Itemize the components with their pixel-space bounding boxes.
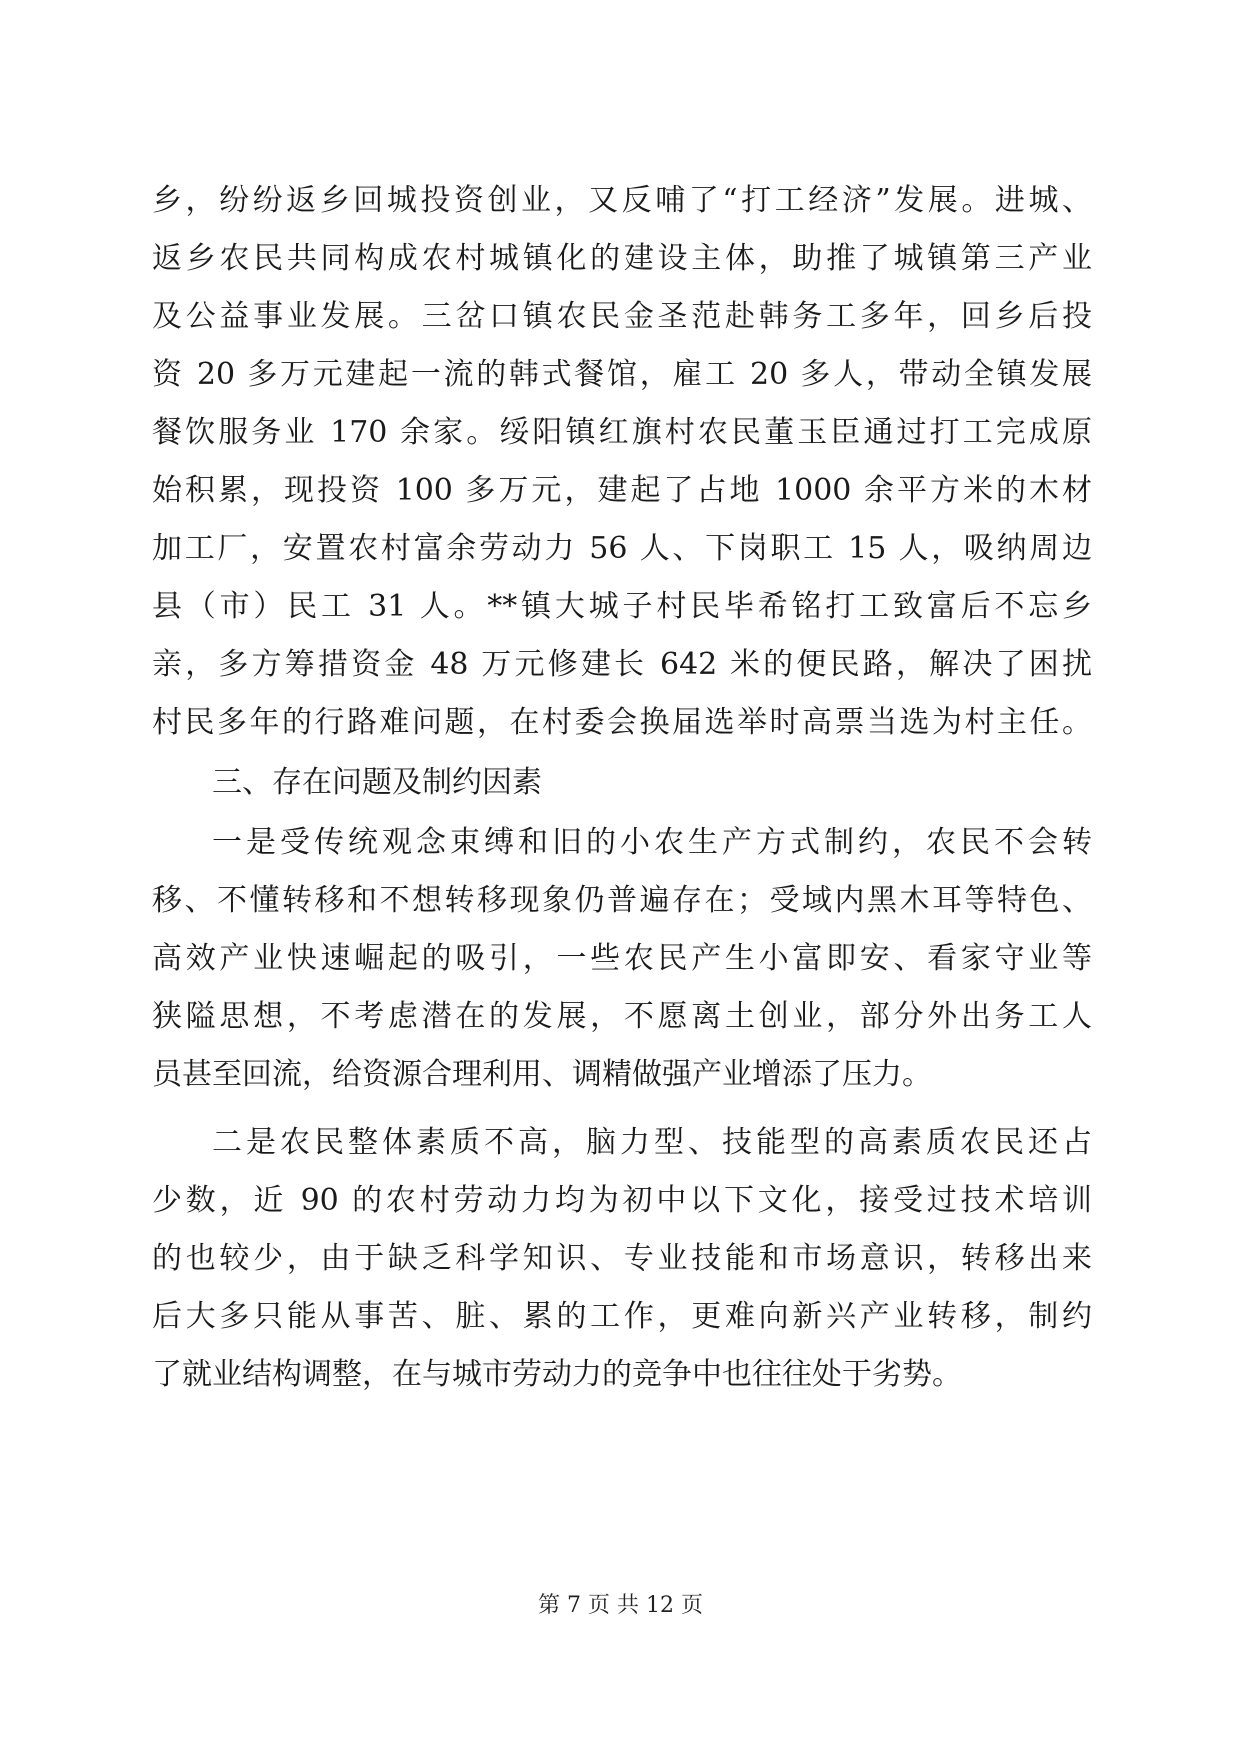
paragraph-line: 乡，纷纷返乡回城投资创业，又反哺了“打工经济”发展。进城、 (152, 183, 1092, 218)
paragraph-line: 后大多只能从事苦、脏、累的工作，更难向新兴产业转移，制约 (152, 1299, 1092, 1334)
paragraph-line: 加工厂，安置农村富余劳动力 56 人、下岗职工 15 人，吸纳周边 (152, 531, 1092, 566)
page-number-footer: 第 7 页 共 12 页 (538, 1593, 703, 1618)
paragraph-line: 及公益事业发展。三岔口镇农民金圣范赴韩务工多年，回乡后投 (152, 299, 1092, 334)
paragraph-line: 亲，多方筹措资金 48 万元修建长 642 米的便民路，解决了困扰 (152, 647, 1092, 682)
paragraph-line: 少数，近 90 的农村劳动力均为初中以下文化，接受过技术培训 (152, 1183, 1092, 1218)
section-heading: 三、存在问题及制约因素 (212, 765, 542, 800)
paragraph-line: 始积累，现投资 100 多万元，建起了占地 1000 余平方米的木材 (152, 473, 1092, 508)
paragraph-line: 返乡农民共同构成农村城镇化的建设主体，助推了城镇第三产业 (152, 241, 1092, 276)
paragraph-line: 村民多年的行路难问题，在村委会换届选举时高票当选为村主任。 (152, 705, 1092, 740)
paragraph-line: 狭隘思想，不考虑潜在的发展，不愿离土创业，部分外出务工人 (152, 999, 1092, 1034)
paragraph-line: 一是受传统观念束缚和旧的小农生产方式制约，农民不会转 (212, 825, 1092, 860)
paragraph-line: 移、不懂转移和不想转移现象仍普遍存在；受域内黑木耳等特色、 (152, 883, 1092, 918)
paragraph-line: 的也较少，由于缺乏科学知识、专业技能和市场意识，转移出来 (152, 1241, 1092, 1276)
paragraph-line: 了就业结构调整，在与城市劳动力的竞争中也往往处于劣势。 (152, 1357, 962, 1392)
paragraph-line: 县（市）民工 31 人。**镇大城子村民毕希铭打工致富后不忘乡 (152, 589, 1092, 624)
paragraph-line: 资 20 多万元建起一流的韩式餐馆，雇工 20 多人，带动全镇发展 (152, 357, 1092, 392)
paragraph-line: 餐饮服务业 170 余家。绥阳镇红旗村农民董玉臣通过打工完成原 (152, 415, 1092, 450)
paragraph-line: 高效产业快速崛起的吸引，一些农民产生小富即安、看家守业等 (152, 941, 1092, 976)
paragraph-line: 二是农民整体素质不高，脑力型、技能型的高素质农民还占 (212, 1125, 1092, 1160)
paragraph-line: 员甚至回流，给资源合理利用、调精做强产业增添了压力。 (152, 1057, 932, 1092)
